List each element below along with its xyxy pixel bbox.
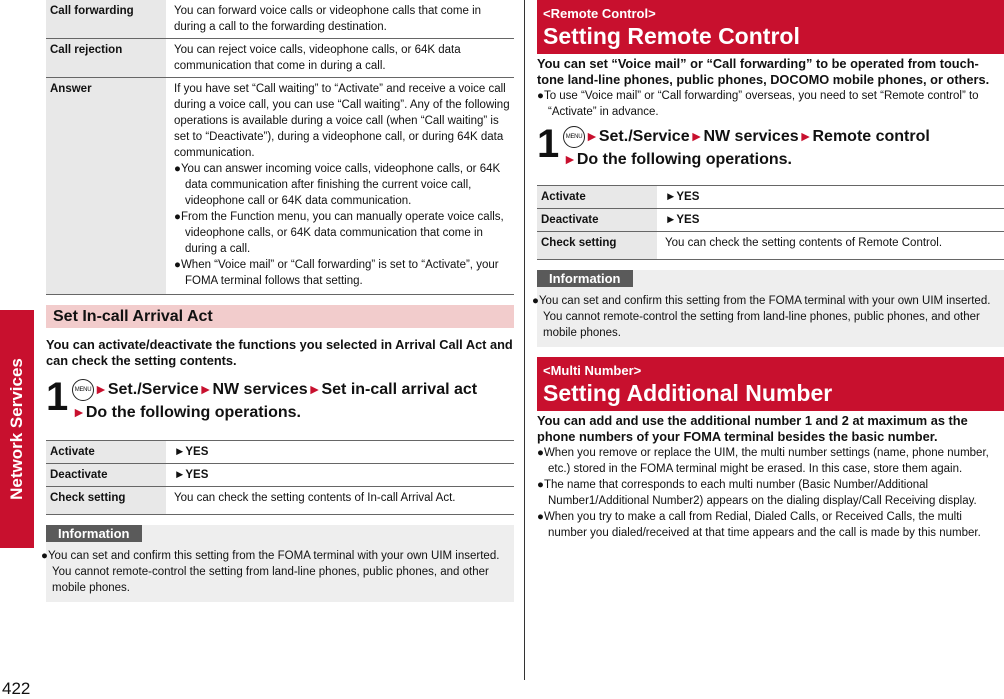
row-key: Check setting: [46, 487, 166, 515]
step-text: NW services: [212, 381, 308, 398]
step-1: [537, 124, 1004, 171]
step-text: Set in-call arrival act: [321, 381, 478, 398]
section-lead: You can add and use the additional number 1 and 2 at maximum as the phone numbers of your FOMA terminal besides the basic number.: [537, 413, 968, 444]
row-value: ►YES: [166, 464, 514, 487]
header-category: <Multi Number>: [543, 363, 642, 378]
row-value: You can check the setting contents of In-call Arrival Act.: [166, 487, 514, 515]
row-key: Call forwarding: [46, 0, 166, 39]
section-title: Set In-call Arrival Act: [46, 305, 514, 328]
step-number: 1: [537, 122, 560, 166]
section-note: ●When you try to make a call from Redial, Dialed Calls, or Received Calls, the multi number you dialed/received at that time appears and the call is made by this number.: [537, 511, 981, 539]
side-tab-label: Network Services: [7, 358, 26, 500]
arrow-icon: ►: [307, 381, 322, 397]
row-value: ►YES: [657, 209, 1004, 232]
left-column: [41, 0, 514, 602]
side-tab: [0, 310, 34, 548]
information-label: Information: [537, 270, 633, 287]
table-row: [537, 209, 1004, 232]
row-value: You can reject voice calls, videophone calls, or 64K data communication that come in during a call.: [166, 39, 514, 78]
row-key: Deactivate: [537, 209, 657, 232]
row-key: Deactivate: [46, 464, 166, 487]
menu-key-icon: MENU: [72, 379, 94, 401]
column-divider: [524, 0, 525, 680]
information-box: [41, 525, 514, 602]
settings-table: [46, 440, 514, 515]
row-value: You can forward voice calls or videophone calls that come in during a call to the forwarding destination.: [166, 0, 514, 39]
arrow-icon: ►: [798, 128, 813, 144]
arrow-icon: ►: [94, 381, 108, 397]
arrow-icon: ►: [198, 381, 213, 397]
step-instruction: [72, 377, 477, 424]
table-row: [46, 441, 514, 464]
table-row: [537, 232, 1004, 260]
header-title: Setting Additional Number: [543, 380, 833, 406]
row-value: You can check the setting contents of Remote Control.: [657, 232, 1004, 260]
step-text: Do the following operations.: [576, 151, 792, 168]
page-number: 422: [2, 679, 31, 698]
section-lead: You can activate/deactivate the functions you selected in Arrival Call Act and can check the setting contents.: [46, 337, 513, 368]
section-note: ●The name that corresponds to each multi number (Basic Number/Additional Number1/Additional Number2) appears on the dialing display/Call Receiving display.: [537, 479, 977, 507]
row-key: Call rejection: [46, 39, 166, 78]
section-note: ●To use “Voice mail” or “Call forwarding” overseas, you need to set “Remote control” to “Activate” in advance.: [537, 90, 979, 118]
row-key: Check setting: [537, 232, 657, 260]
remote-settings-table: [537, 185, 1004, 260]
row-key: Activate: [537, 186, 657, 209]
step-text: Remote control: [812, 128, 930, 145]
header-title: Setting Remote Control: [543, 23, 800, 49]
table-row: [46, 487, 514, 515]
arrow-icon: ►: [563, 151, 577, 167]
arrow-icon: ►: [689, 128, 704, 144]
step-number: 1: [46, 375, 69, 419]
row-value: [166, 78, 514, 295]
right-column: [532, 0, 1004, 541]
answer-bullet: ●From the Function menu, you can manually operate voice calls, videophone calls, or 64K data communication that come in during a call.: [174, 211, 504, 255]
table-row: [46, 0, 514, 39]
information-box: [532, 270, 1004, 347]
step-text: Do the following operations.: [85, 404, 301, 421]
answer-paragraph: If you have set “Call waiting” to “Activate” and receive a voice call during a voice call, you can use “Call waiting”. Any of the following operations is available during a voice call (when “Call waiting” is set to “Deactivate”), during a videophone call, or during 64K data communication.: [174, 83, 510, 159]
row-value: ►YES: [657, 186, 1004, 209]
table-row: [46, 464, 514, 487]
step-instruction: [563, 124, 930, 171]
step-1: [46, 377, 514, 424]
step-text: Set./Service: [598, 128, 690, 145]
call-options-table: [46, 0, 514, 295]
arrow-icon: ►: [585, 128, 599, 144]
header-category: <Remote Control>: [543, 6, 656, 21]
answer-bullet: ●You can answer incoming voice calls, videophone calls, or 64K data communication after finishing the current voice call, videophone call or 64K data communication.: [174, 163, 501, 207]
row-value: ►YES: [166, 441, 514, 464]
section-note: ●When you remove or replace the UIM, the multi number settings (name, phone number, etc.) stored in the FOMA terminal might be erased. In this case, store them again.: [537, 447, 989, 475]
remote-control-header: [537, 0, 1004, 54]
information-text: ●You can set and confirm this setting from the FOMA terminal with your own UIM inserted. You cannot remote-control the setting from land-line phones, public phones, and other mobile phones.: [41, 550, 500, 594]
row-key: Activate: [46, 441, 166, 464]
multi-number-header: [537, 357, 1004, 411]
step-text: Set./Service: [107, 381, 199, 398]
table-row: [537, 186, 1004, 209]
table-row: [46, 78, 514, 295]
information-text: ●You can set and confirm this setting from the FOMA terminal with your own UIM inserted. You cannot remote-control the setting from land-line phones, public phones, and other mobile phones.: [532, 295, 991, 339]
table-row: [46, 39, 514, 78]
answer-bullet: ●When “Voice mail” or “Call forwarding” is set to “Activate”, your FOMA terminal follows that setting.: [174, 259, 499, 287]
step-text: NW services: [703, 128, 799, 145]
information-label: Information: [46, 525, 142, 542]
menu-key-icon: MENU: [563, 126, 585, 148]
row-key: Answer: [46, 78, 166, 295]
section-lead: You can set “Voice mail” or “Call forwarding” to be operated from touch-tone land-line phones, public phones, DOCOMO mobile phones, or others.: [537, 56, 990, 87]
arrow-icon: ►: [72, 404, 86, 420]
